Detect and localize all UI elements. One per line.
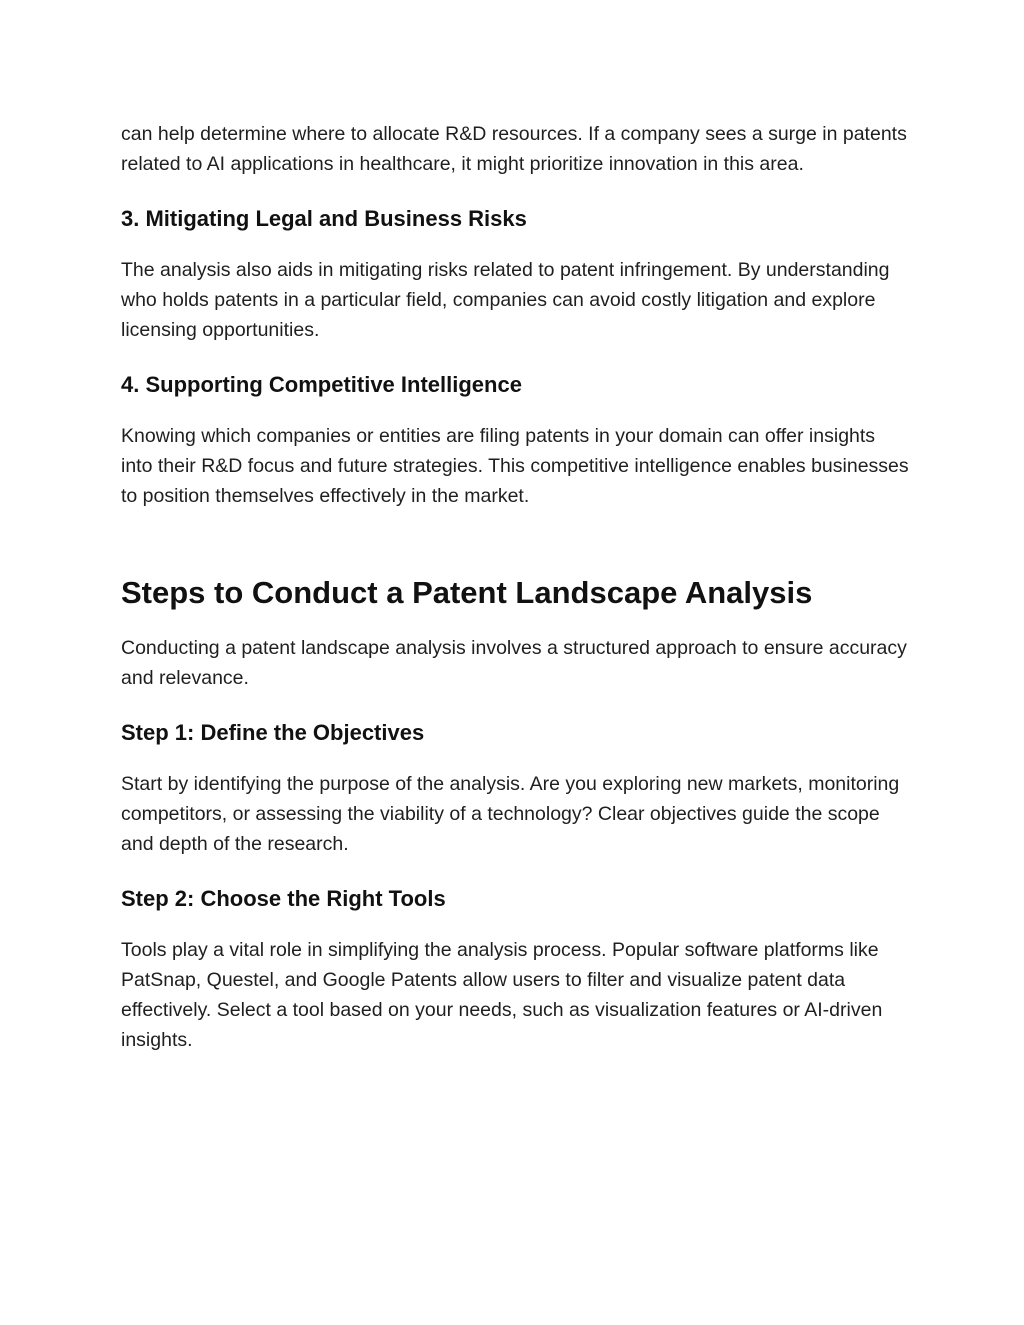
section-intro-steps: Conducting a patent landscape analysis involves a structured approach to ensure accuracy and relevance. bbox=[121, 637, 907, 689]
section-body-mitigating-risks: The analysis also aids in mitigating risks related to patent infringement. By understanding who holds patents in a particular field, companies can avoid costly litigation and explore licensing opportunities. bbox=[121, 259, 890, 341]
section-heading-mitigating-risks: 3. Mitigating Legal and Business Risks bbox=[121, 206, 527, 231]
step-1-heading: Step 1: Define the Objectives bbox=[121, 720, 425, 745]
step-2-body: Tools play a vital role in simplifying the analysis process. Popular software platforms like PatSnap, Questel, and Google Patents allow users to filter and visualize patent data effectively. Select a tool based on your needs, such as visualization features or AI-driven insights. bbox=[121, 939, 883, 1051]
section-body-competitive-intelligence: Knowing which companies or entities are filing patents in your domain can offer insights into their R&D focus and future strategies. This competitive intelligence enables businesses to position themselves effectively in the market. bbox=[121, 425, 909, 507]
step-2-heading: Step 2: Choose the Right Tools bbox=[121, 886, 446, 911]
document-page bbox=[121, 119, 911, 1055]
intro-paragraph: can help determine where to allocate R&D resources. If a company sees a surge in patents related to AI applications in healthcare, it might prioritize innovation in this area. bbox=[121, 123, 907, 175]
step-1-body: Start by identifying the purpose of the analysis. Are you exploring new markets, monitoring competitors, or assessing the viability of a technology? Clear objectives guide the scope and depth of the research. bbox=[121, 773, 900, 855]
section-heading-competitive-intelligence: 4. Supporting Competitive Intelligence bbox=[121, 372, 522, 397]
section-heading-steps: Steps to Conduct a Patent Landscape Analysis bbox=[121, 575, 813, 610]
